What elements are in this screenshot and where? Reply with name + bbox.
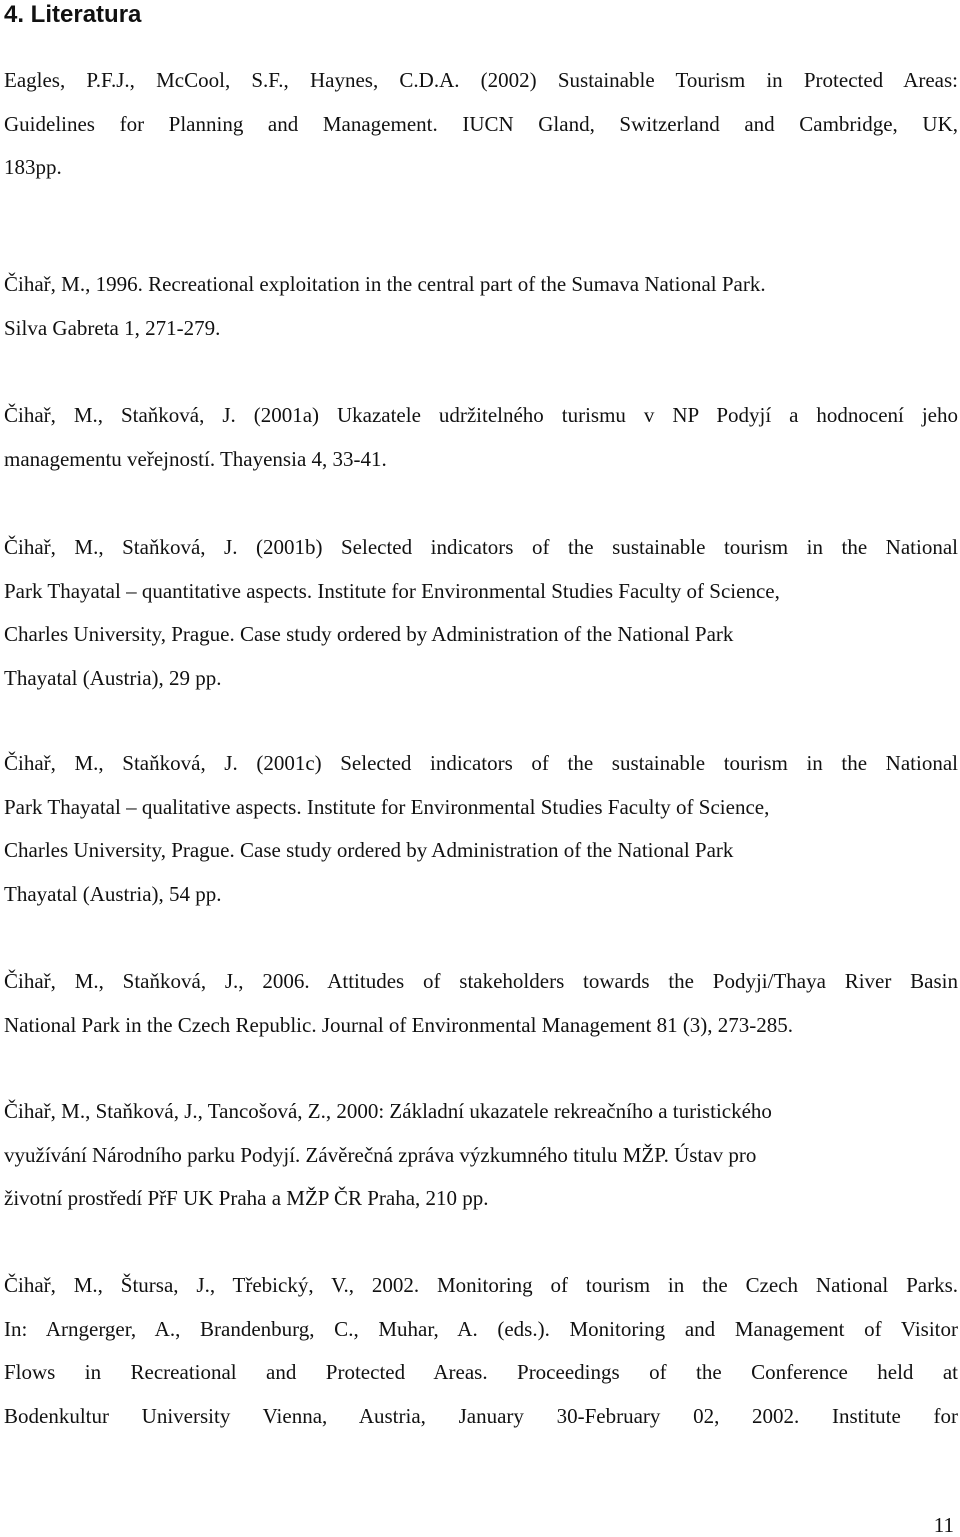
reference-entry <box>4 394 958 481</box>
reference-line: Thayatal (Austria), 54 pp. <box>4 881 222 906</box>
page-number: 11 <box>933 1513 954 1537</box>
section-heading: 4. Literatura <box>4 1 142 28</box>
reference-line: využívání Národního parku Podyjí. Závěrečná zpráva výzkumného titulu MŽP. Ústav pro <box>4 1142 757 1167</box>
reference-entry <box>4 742 958 916</box>
reference-line: Flows in Recreational and Protected Areas. Proceedings of the Conference held at <box>4 1360 958 1384</box>
reference-line: Čihař, M., Staňková, J. (2001c) Selected indicators of the sustainable tourism in the National <box>4 751 958 775</box>
reference-line: Čihař, M., 1996. Recreational exploitation in the central part of the Sumava National Park. <box>4 272 766 296</box>
reference-line: Charles University, Prague. Case study ordered by Administration of the National Park <box>4 622 734 646</box>
reference-entry <box>4 960 958 1047</box>
reference-line: National Park in the Czech Republic. Journal of Environmental Management 81 (3), 273-285. <box>4 1012 794 1037</box>
reference-line: Čihař, M., Staňková, J., 2006. Attitudes of stakeholders towards the Podyji/Thaya River Basin <box>4 969 958 993</box>
reference-entry <box>4 1264 958 1438</box>
reference-line: Guidelines for Planning and Management. IUCN Gland, Switzerland and Cambridge, UK, <box>4 111 958 136</box>
reference-line: Park Thayatal – quantitative aspects. Institute for Environmental Studies Faculty of Science, <box>4 578 780 603</box>
reference-entry <box>4 1090 958 1221</box>
reference-line: Bodenkultur University Vienna, Austria, January 30-February 02, 2002. Institute for <box>4 1403 958 1428</box>
reference-line: Silva Gabreta 1, 271-279. <box>4 315 221 340</box>
reference-line: Thayatal (Austria), 29 pp. <box>4 665 222 690</box>
reference-line: managementu veřejností. Thayensia 4, 33-41. <box>4 446 387 471</box>
reference-line: Čihař, M., Staňková, J., Tancošová, Z., 2000: Základní ukazatele rekreačního a turistického <box>4 1099 772 1123</box>
reference-line: Charles University, Prague. Case study ordered by Administration of the National Park <box>4 838 734 862</box>
reference-line: životní prostředí PřF UK Praha a MŽP ČR Praha, 210 pp. <box>4 1186 489 1210</box>
reference-line: Eagles, P.F.J., McCool, S.F., Haynes, C.D.A. (2002) Sustainable Tourism in Protected Areas: <box>4 68 958 92</box>
reference-entry <box>4 263 958 350</box>
reference-entry <box>4 59 958 190</box>
reference-line: In: Arngerger, A., Brandenburg, C., Muhar, A. (eds.). Monitoring and Management of Visitor <box>4 1316 958 1341</box>
reference-line: Čihař, M., Štursa, J., Třebický, V., 2002. Monitoring of tourism in the Czech National Parks. <box>4 1273 958 1297</box>
reference-line: 183pp. <box>4 155 62 179</box>
reference-line: Čihař, M., Staňková, J. (2001b) Selected indicators of the sustainable tourism in the National <box>4 535 958 559</box>
reference-entry <box>4 526 958 700</box>
reference-line: Park Thayatal – qualitative aspects. Institute for Environmental Studies Faculty of Science, <box>4 794 770 819</box>
reference-line: Čihař, M., Staňková, J. (2001a) Ukazatele udržitelného turismu v NP Podyjí a hodnocení jeho <box>4 403 958 427</box>
